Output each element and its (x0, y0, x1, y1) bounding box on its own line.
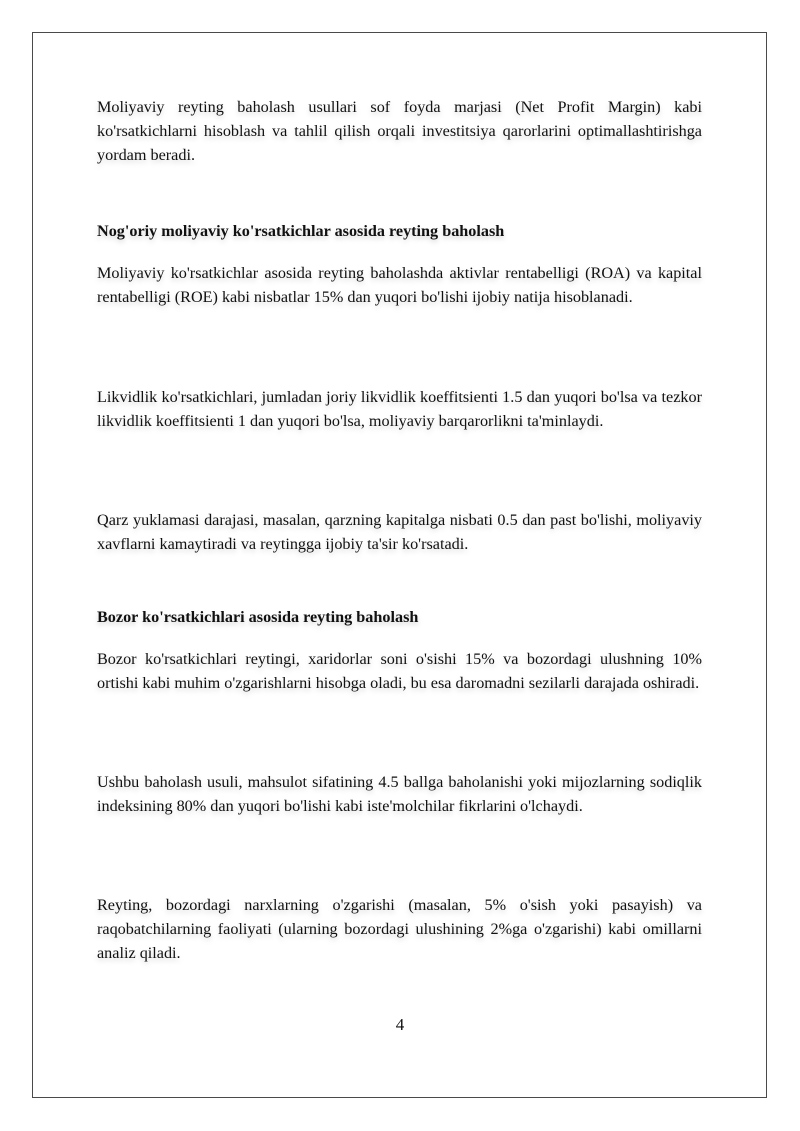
section-heading-market: Bozor ko'rsatkichlari asosida reyting baholash (97, 608, 419, 626)
paragraph-market-indicators: Bozor ko'rsatkichlari reytingi, xaridorlar soni o'sishi 15% va bozordagi ulushning 10% ortishi kabi muhim o'zgarishlarni hisobga oladi, bu esa daromadni sezilarli darajada oshiradi. (97, 650, 702, 692)
section-heading-financial: Nog'oriy moliyaviy ko'rsatkichlar asosida reyting baholash (97, 222, 505, 240)
paragraph-debt-load: Qarz yuklamasi darajasi, masalan, qarzning kapitalga nisbati 0.5 dan past bo'lishi, moliyaviy xavflarni kamaytiradi va reytingga ijobiy ta'sir ko'rsatadi. (97, 511, 702, 553)
paragraph-consumer-opinion: Ushbu baholash usuli, mahsulot sifatining 4.5 ballga baholanishi yoki mijozlarning sodiqlik indeksining 80% dan yuqori bo'lishi kabi iste'molchilar fikrlarini o'lchaydi. (97, 773, 702, 815)
paragraph-net-profit-margin: Moliyaviy reyting baholash usullari sof foyda marjasi (Net Profit Margin) kabi ko'rsatkichlarni hisoblash va tahlil qilish orqali investitsiya qarorlarini optimallashtirishga yordam beradi. (97, 98, 702, 164)
page-number: 4 (395, 1015, 405, 1034)
paragraph-price-competition: Reyting, bozordagi narxlarning o'zgarishi (masalan, 5% o'sish yoki pasayish) va raqobatchilarning faoliyati (ularning bozordagi ulushining 2%ga o'zgarishi) kabi omillarni analiz qiladi. (97, 896, 702, 962)
paragraph-liquidity: Likvidlik ko'rsatkichlari, jumladan joriy likvidlik koeffitsienti 1.5 dan yuqori bo'lsa va tezkor likvidlik koeffitsienti 1 dan yuqori bo'lsa, moliyaviy barqarorlikni ta'minlaydi. (97, 388, 702, 430)
paragraph-roa-roe: Moliyaviy ko'rsatkichlar asosida reyting baholashda aktivlar rentabelligi (ROA) va kapital rentabelligi (ROE) kabi nisbatlar 15% dan yuqori bo'lishi ijobiy natija hisoblanadi. (97, 264, 702, 306)
